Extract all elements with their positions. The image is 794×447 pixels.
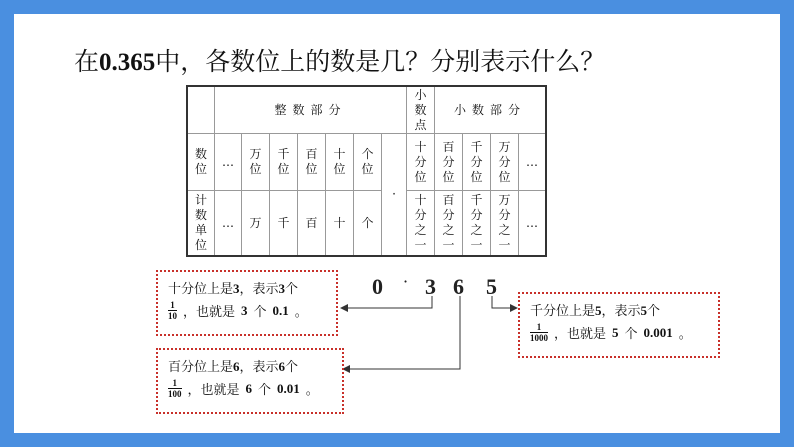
- decimal-point-cell: ·: [382, 134, 407, 257]
- ellipsis-cell: …: [215, 134, 242, 191]
- unit-shi: 十: [326, 191, 354, 257]
- connector-lines: [14, 14, 780, 433]
- tenths-line2: $\frac{1}{10}$ ，也就是 3 个 0.1 。: [168, 300, 308, 321]
- tenths-explanation-box: [156, 270, 338, 336]
- place-wan: 万 位: [242, 134, 270, 191]
- question-title: 在0.365中，各数位上的数是几？分别表示什么？: [74, 47, 606, 76]
- place-ge: 个 位: [354, 134, 382, 191]
- thousandths-line1: 千分位上是5，表示5个: [530, 303, 661, 319]
- place-shi: 十 位: [326, 134, 354, 191]
- place-bai: 百 位: [298, 134, 326, 191]
- ellipsis-cell: …: [519, 134, 547, 191]
- ellipsis-cell: …: [519, 191, 547, 257]
- unit-ten-thousandth: 万 分 之 一: [491, 191, 519, 257]
- decimal-point-header: 小 数 点: [407, 86, 435, 134]
- digit-five: 5: [486, 274, 497, 299]
- fraction-hundredth: $\frac{1}{100}$: [168, 378, 182, 399]
- hundredths-explanation-box: [156, 348, 344, 414]
- digit-zero: 0: [372, 274, 383, 299]
- digit-six: 6: [453, 274, 464, 299]
- tenths-line1: 十分位上是3，表示3个: [168, 281, 299, 297]
- slide-canvas: [14, 14, 780, 433]
- integer-part-header: 整数部分: [215, 86, 407, 134]
- place-tenths: 十 分 位: [407, 134, 435, 191]
- hundredths-line1: 百分位上是6，表示6个: [168, 359, 299, 375]
- digit-three: 3: [425, 274, 436, 299]
- hundredths-line2: $\frac{1}{100}$ ，也就是 6 个 0.01 。: [168, 378, 319, 399]
- fraction-thousandth: $\frac{1}{1000}$: [530, 322, 548, 343]
- row-label-place: 数 位: [187, 134, 215, 191]
- unit-tenth: 十 分 之 一: [407, 191, 435, 257]
- unit-hundredth: 百 分 之 一: [435, 191, 463, 257]
- unit-qian: 千: [270, 191, 298, 257]
- row-label-unit: 计 数 单 位: [187, 191, 215, 257]
- thousandths-explanation-box: [518, 292, 720, 358]
- thousandths-line2: $\frac{1}{1000}$ ，也就是 5 个 0.001 。: [530, 322, 692, 343]
- place-thousandths: 千 分 位: [463, 134, 491, 191]
- unit-thousandth: 千 分 之 一: [463, 191, 491, 257]
- decimal-part-header: 小数部分: [435, 86, 547, 134]
- unit-bai: 百: [298, 191, 326, 257]
- place-ten-thousandths: 万 分 位: [491, 134, 519, 191]
- digit-point: ·: [403, 272, 409, 291]
- unit-ge: 个: [354, 191, 382, 257]
- unit-wan: 万: [242, 191, 270, 257]
- fraction-tenth: $\frac{1}{10}$: [168, 300, 177, 321]
- place-hundredths: 百 分 位: [435, 134, 463, 191]
- place-qian: 千 位: [270, 134, 298, 191]
- ellipsis-cell: …: [215, 191, 242, 257]
